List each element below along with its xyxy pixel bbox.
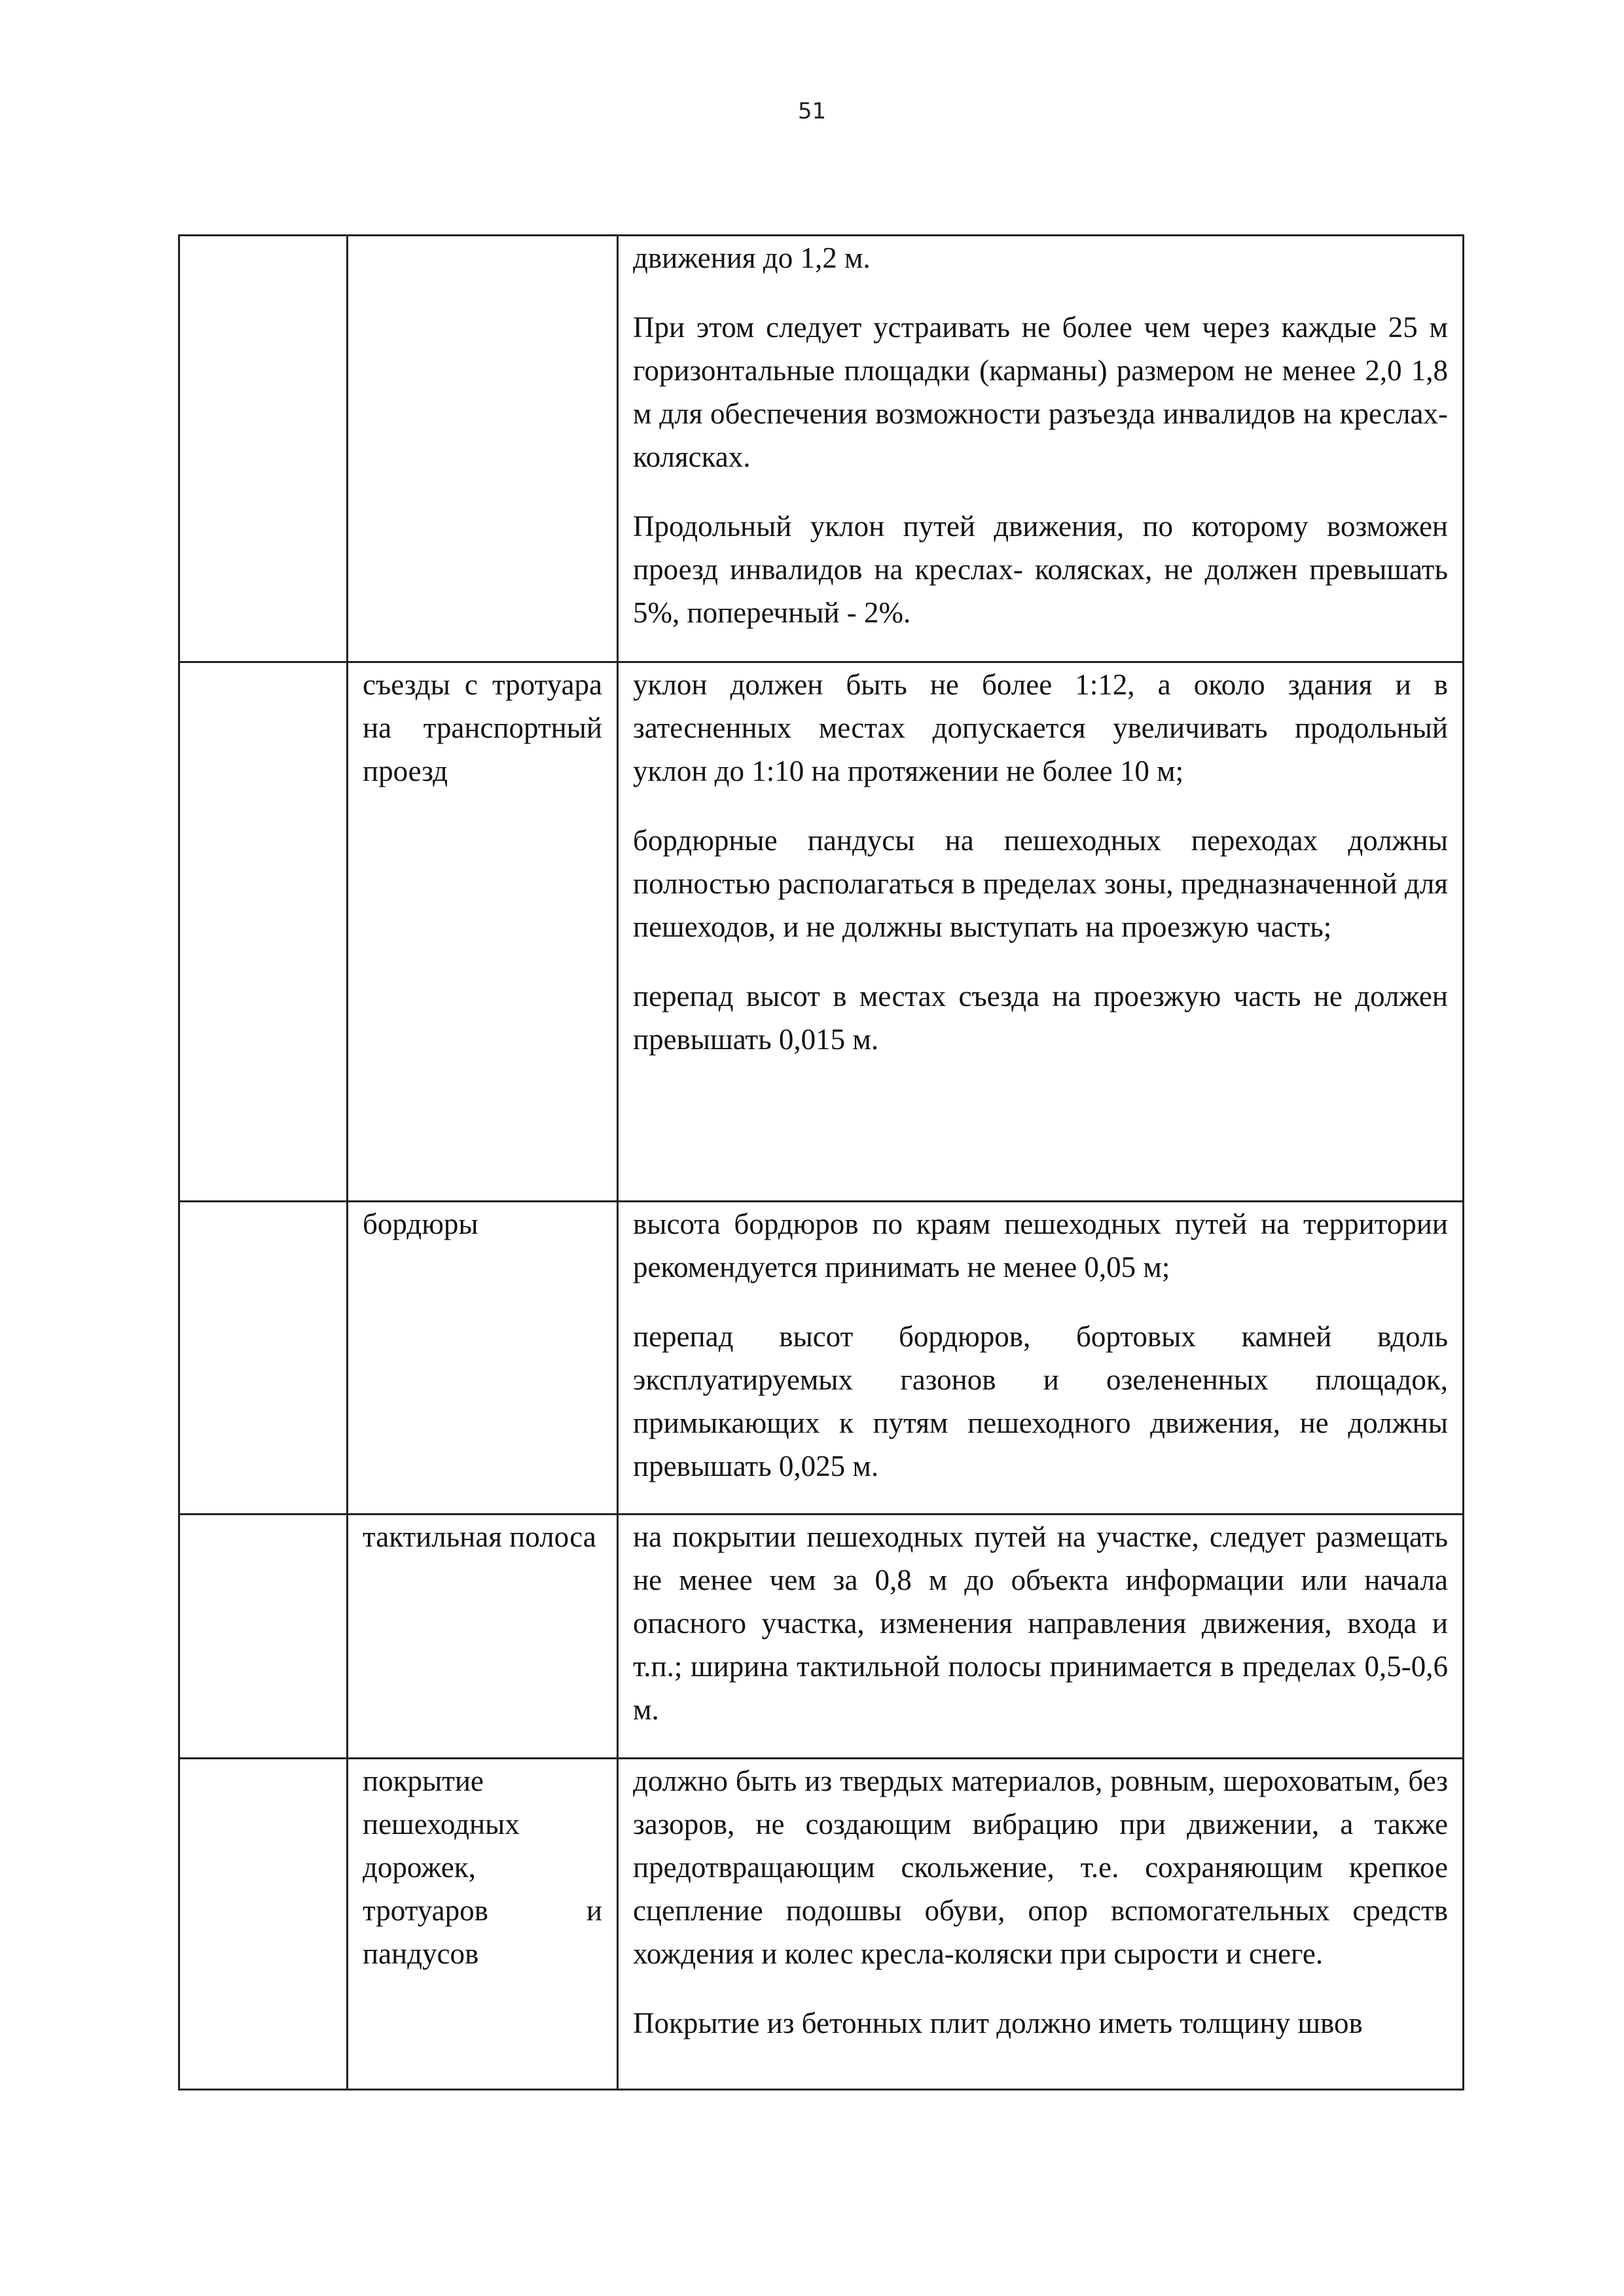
row-label: тактильная полоса: [348, 1515, 618, 1759]
row-label: съезды с тротуара на транспортный проезд: [348, 662, 618, 1202]
requirements-table: [178, 234, 1464, 2090]
empty-cell: [179, 1202, 348, 1515]
paragraph: должно быть из твердых материалов, ровным, шероховатым, без зазоров, не создающим вибрацию при движении, а также предотвращающим скольжение, т.е. сохраняющим крепкое сцепление подошвы обуви, опор вспомогательных средств хождения и колес кресла-коляски при сырости и снеге.: [633, 1765, 1448, 1970]
paragraph: бордюрные пандусы на пешеходных переходах должны полностью располагаться в пределах зоны, предназначенной для пешеходов, и не должны выступать на проезжую часть;: [633, 824, 1448, 943]
table-row: [179, 1515, 1464, 1759]
paragraph: движения до 1,2 м.: [633, 242, 871, 274]
row-description: [618, 1759, 1464, 2090]
paragraph: перепад высот бордюров, бортовых камней вдоль эксплуатируемых газонов и озелененных площадок, примыкающих к путям пешеходного движения, не должны превышать 0,025 м.: [633, 1320, 1448, 1482]
table-row: [179, 1759, 1464, 2090]
empty-cell: [179, 662, 348, 1202]
row-label: [348, 236, 618, 662]
row-description: [618, 1515, 1464, 1759]
table-row: [179, 662, 1464, 1202]
empty-cell: [179, 1759, 348, 2090]
page-number: 51: [797, 98, 827, 124]
table-row: [179, 236, 1464, 662]
row-description: [618, 1202, 1464, 1515]
empty-cell: [179, 236, 348, 662]
paragraph: При этом следует устраивать не более чем через каждые 25 м горизонтальные площадки (карманы) размером не менее 2,0 1,8 м для обеспечения возможности разъезда инвалидов на креслах-колясках.: [633, 311, 1448, 473]
paragraph: на покрытии пешеходных путей на участке, следует размещать не менее чем за 0,8 м до объекта информации или начала опасного участка, изменения направления движения, входа и т.п.; ширина тактильной полосы принимается в пределах 0,5-0,6 м.: [633, 1520, 1448, 1726]
paragraph: перепад высот в местах съезда на проезжую часть не должен превышать 0,015 м.: [633, 980, 1448, 1056]
row-label: покрытие пешеходных дорожек, тротуаров и пандусов: [348, 1759, 618, 2090]
row-description: [618, 236, 1464, 662]
row-description: [618, 662, 1464, 1202]
paragraph: уклон должен быть не более 1:12, а около здания и в затесненных местах допускается увеличивать продольный уклон до 1:10 на протяжении не более 10 м;: [633, 668, 1448, 787]
paragraph: Покрытие из бетонных плит должно иметь толщину швов: [633, 2007, 1363, 2039]
empty-cell: [179, 1515, 348, 1759]
row-label: бордюры: [348, 1202, 618, 1515]
paragraph: Продольный уклон путей движения, по которому возможен проезд инвалидов на креслах- колясках, не должен превышать 5%, поперечный - 2%.: [633, 510, 1448, 629]
paragraph: высота бордюров по краям пешеходных путей на территории рекомендуется принимать не менее 0,05 м;: [633, 1208, 1448, 1283]
table-row: [179, 1202, 1464, 1515]
